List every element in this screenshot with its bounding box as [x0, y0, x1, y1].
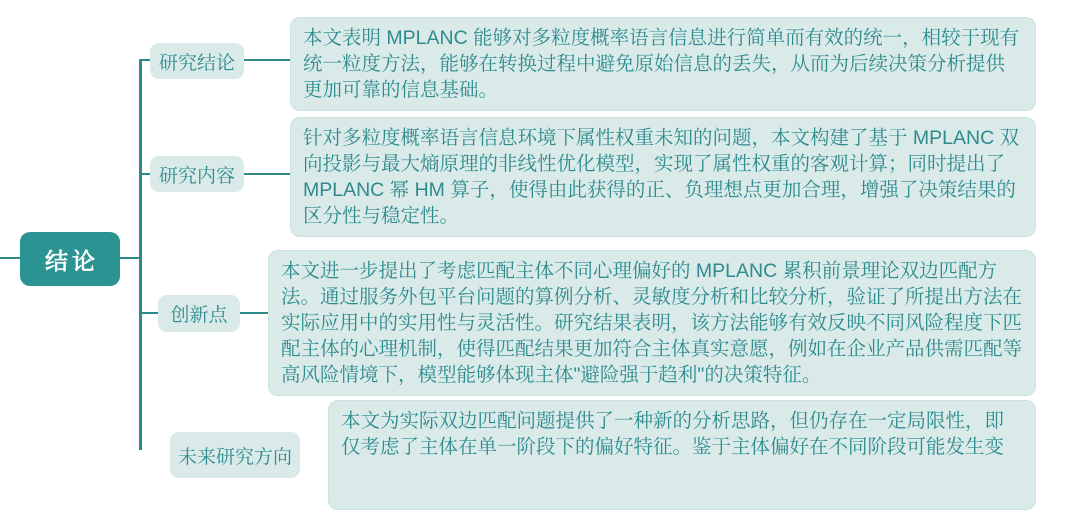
branch-topic-label: 研究内容 [158, 165, 235, 187]
branch-topic-future-research[interactable] [170, 432, 300, 478]
detail-topic-research-conclusion[interactable] [290, 17, 1036, 111]
branch-topic-research-conclusion[interactable] [150, 43, 244, 79]
detail-text: 本文表明 MPLANC 能够对多粒度概率语言信息进行简单而有效的统一，相较于现有统一粒度方法，能够在转换过程中避免原始信息的丢失，从而为后续决策分析提供更加可靠的信息基础。 [303, 27, 1020, 101]
branch-topic-label: 未来研究方向 [177, 446, 292, 468]
connector-line-parent [0, 257, 21, 259]
connector-line [239, 312, 268, 314]
connector-line [141, 312, 159, 314]
detail-topic-innovation[interactable] [268, 250, 1036, 396]
root-topic-label: 结论 [45, 247, 99, 274]
detail-topic-research-content[interactable] [290, 117, 1036, 237]
detail-text: 针对多粒度概率语言信息环境下属性权重未知的问题，本文构建了基于 MPLANC 双向投影与最大熵原理的非线性优化模型，实现了属性权重的客观计算；同时提出了 MPLANC 幂 HM 算子，使得由此获得的正、负理想点更加合理，增强了决策结果的区分性与稳定性。 [303, 127, 1020, 227]
connector-line [243, 173, 290, 175]
branch-topic-research-content[interactable] [150, 156, 244, 192]
detail-topic-future-research[interactable] [328, 400, 1036, 510]
branch-topic-label: 研究结论 [158, 52, 235, 74]
connector-line-root [119, 257, 141, 259]
branch-topic-innovation[interactable] [158, 295, 240, 332]
connector-line [243, 59, 290, 61]
trunk-line [139, 59, 142, 450]
root-topic[interactable] [20, 232, 120, 286]
detail-text: 本文进一步提出了考虑匹配主体不同心理偏好的 MPLANC 累积前景理论双边匹配方法。通过服务外包平台问题的算例分析、灵敏度分析和比较分析，验证了所提出方法在实际应用中的实用性与灵活性。研究结果表明，该方法能够有效反映不同风险程度下匹配主体的心理机制，使得匹配结果更加符合主体真实意愿，例如在企业产品供需匹配等高风险情境下，模型能够体现主体"避险强于趋利"的决策特征。 [281, 260, 1023, 386]
detail-text: 本文为实际双边匹配问题提供了一种新的分析思路，但仍存在一定局限性，即仅考虑了主体在单一阶段下的偏好特征。鉴于主体偏好在不同阶段可能发生变 [341, 410, 1005, 458]
branch-topic-label: 创新点 [170, 305, 228, 326]
